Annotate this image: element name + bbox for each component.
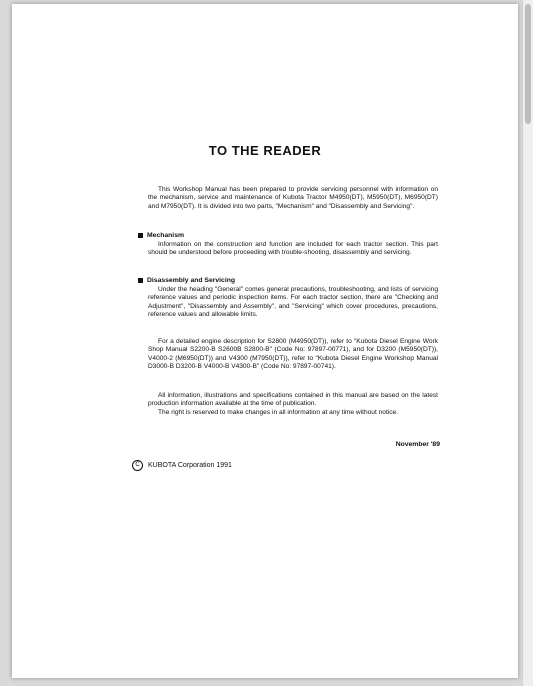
- square-bullet-icon: [138, 233, 143, 238]
- scrollbar-thumb[interactable]: [525, 4, 531, 124]
- section-heading-mechanism: [138, 232, 184, 239]
- engine-note-paragraph: For a detailed engine description for S2800 (M4950(DT)), refer to "Kubota Diesel Engine Work Shop Manual S2200-B S2600B S2800-B" (Code No: 97897-00771), and for D3200 (M5950(DT)), V4000-2 (M6950(DT)) and V4300 (M7950(DT)), refer to "Kubota Diesel Engine Workshop Manual D3000-B D3200-B V4000-B V4300-B" (Code No: 97897-00741).: [148, 338, 438, 371]
- copyright-icon: C: [132, 460, 143, 471]
- section-body-disassembly: Under the heading "General" comes general precautions, troubleshooting, and lists of servicing reference values and periodic inspection items. For each tractor section, there are "Checking and Adjustment", "Disassembly and Assembly", and "Servicing" which cover procedures, precautions, reference values and allowable limits.: [148, 286, 438, 319]
- publication-date: November '89: [395, 441, 440, 448]
- intro-paragraph: This Workshop Manual has been prepared to provide servicing personnel with information on the mechanism, service and maintenance of Kubota Tractor M4950(DT), M5950(DT), M6950(DT) and M7950(DT). It is divided into two parts, "Mechanism" and "Disassembly and Servicing".: [148, 186, 438, 210]
- square-bullet-icon: [138, 278, 143, 283]
- closing-paragraph-2: The right is reserved to make changes in all information at any time without notice.: [158, 409, 399, 416]
- page-title: TO THE READER: [208, 143, 322, 158]
- copyright-text: KUBOTA Corporation 1991: [148, 462, 232, 469]
- section-heading-disassembly: [138, 277, 235, 284]
- section-heading-text: Disassembly and Servicing: [147, 277, 236, 284]
- section-heading-text: Mechanism: [147, 232, 185, 239]
- closing-paragraph-1: All information, illustrations and specifications contained in this manual are based on the latest production information available at the time of publication.: [148, 392, 438, 408]
- vertical-scrollbar[interactable]: [522, 0, 533, 686]
- section-body-mechanism: Information on the construction and function are included for each tractor section. This part should be understood before proceeding with trouble-shooting, disassembly and servicing.: [148, 241, 438, 257]
- copyright-line: [132, 460, 232, 471]
- manual-page: [12, 4, 518, 678]
